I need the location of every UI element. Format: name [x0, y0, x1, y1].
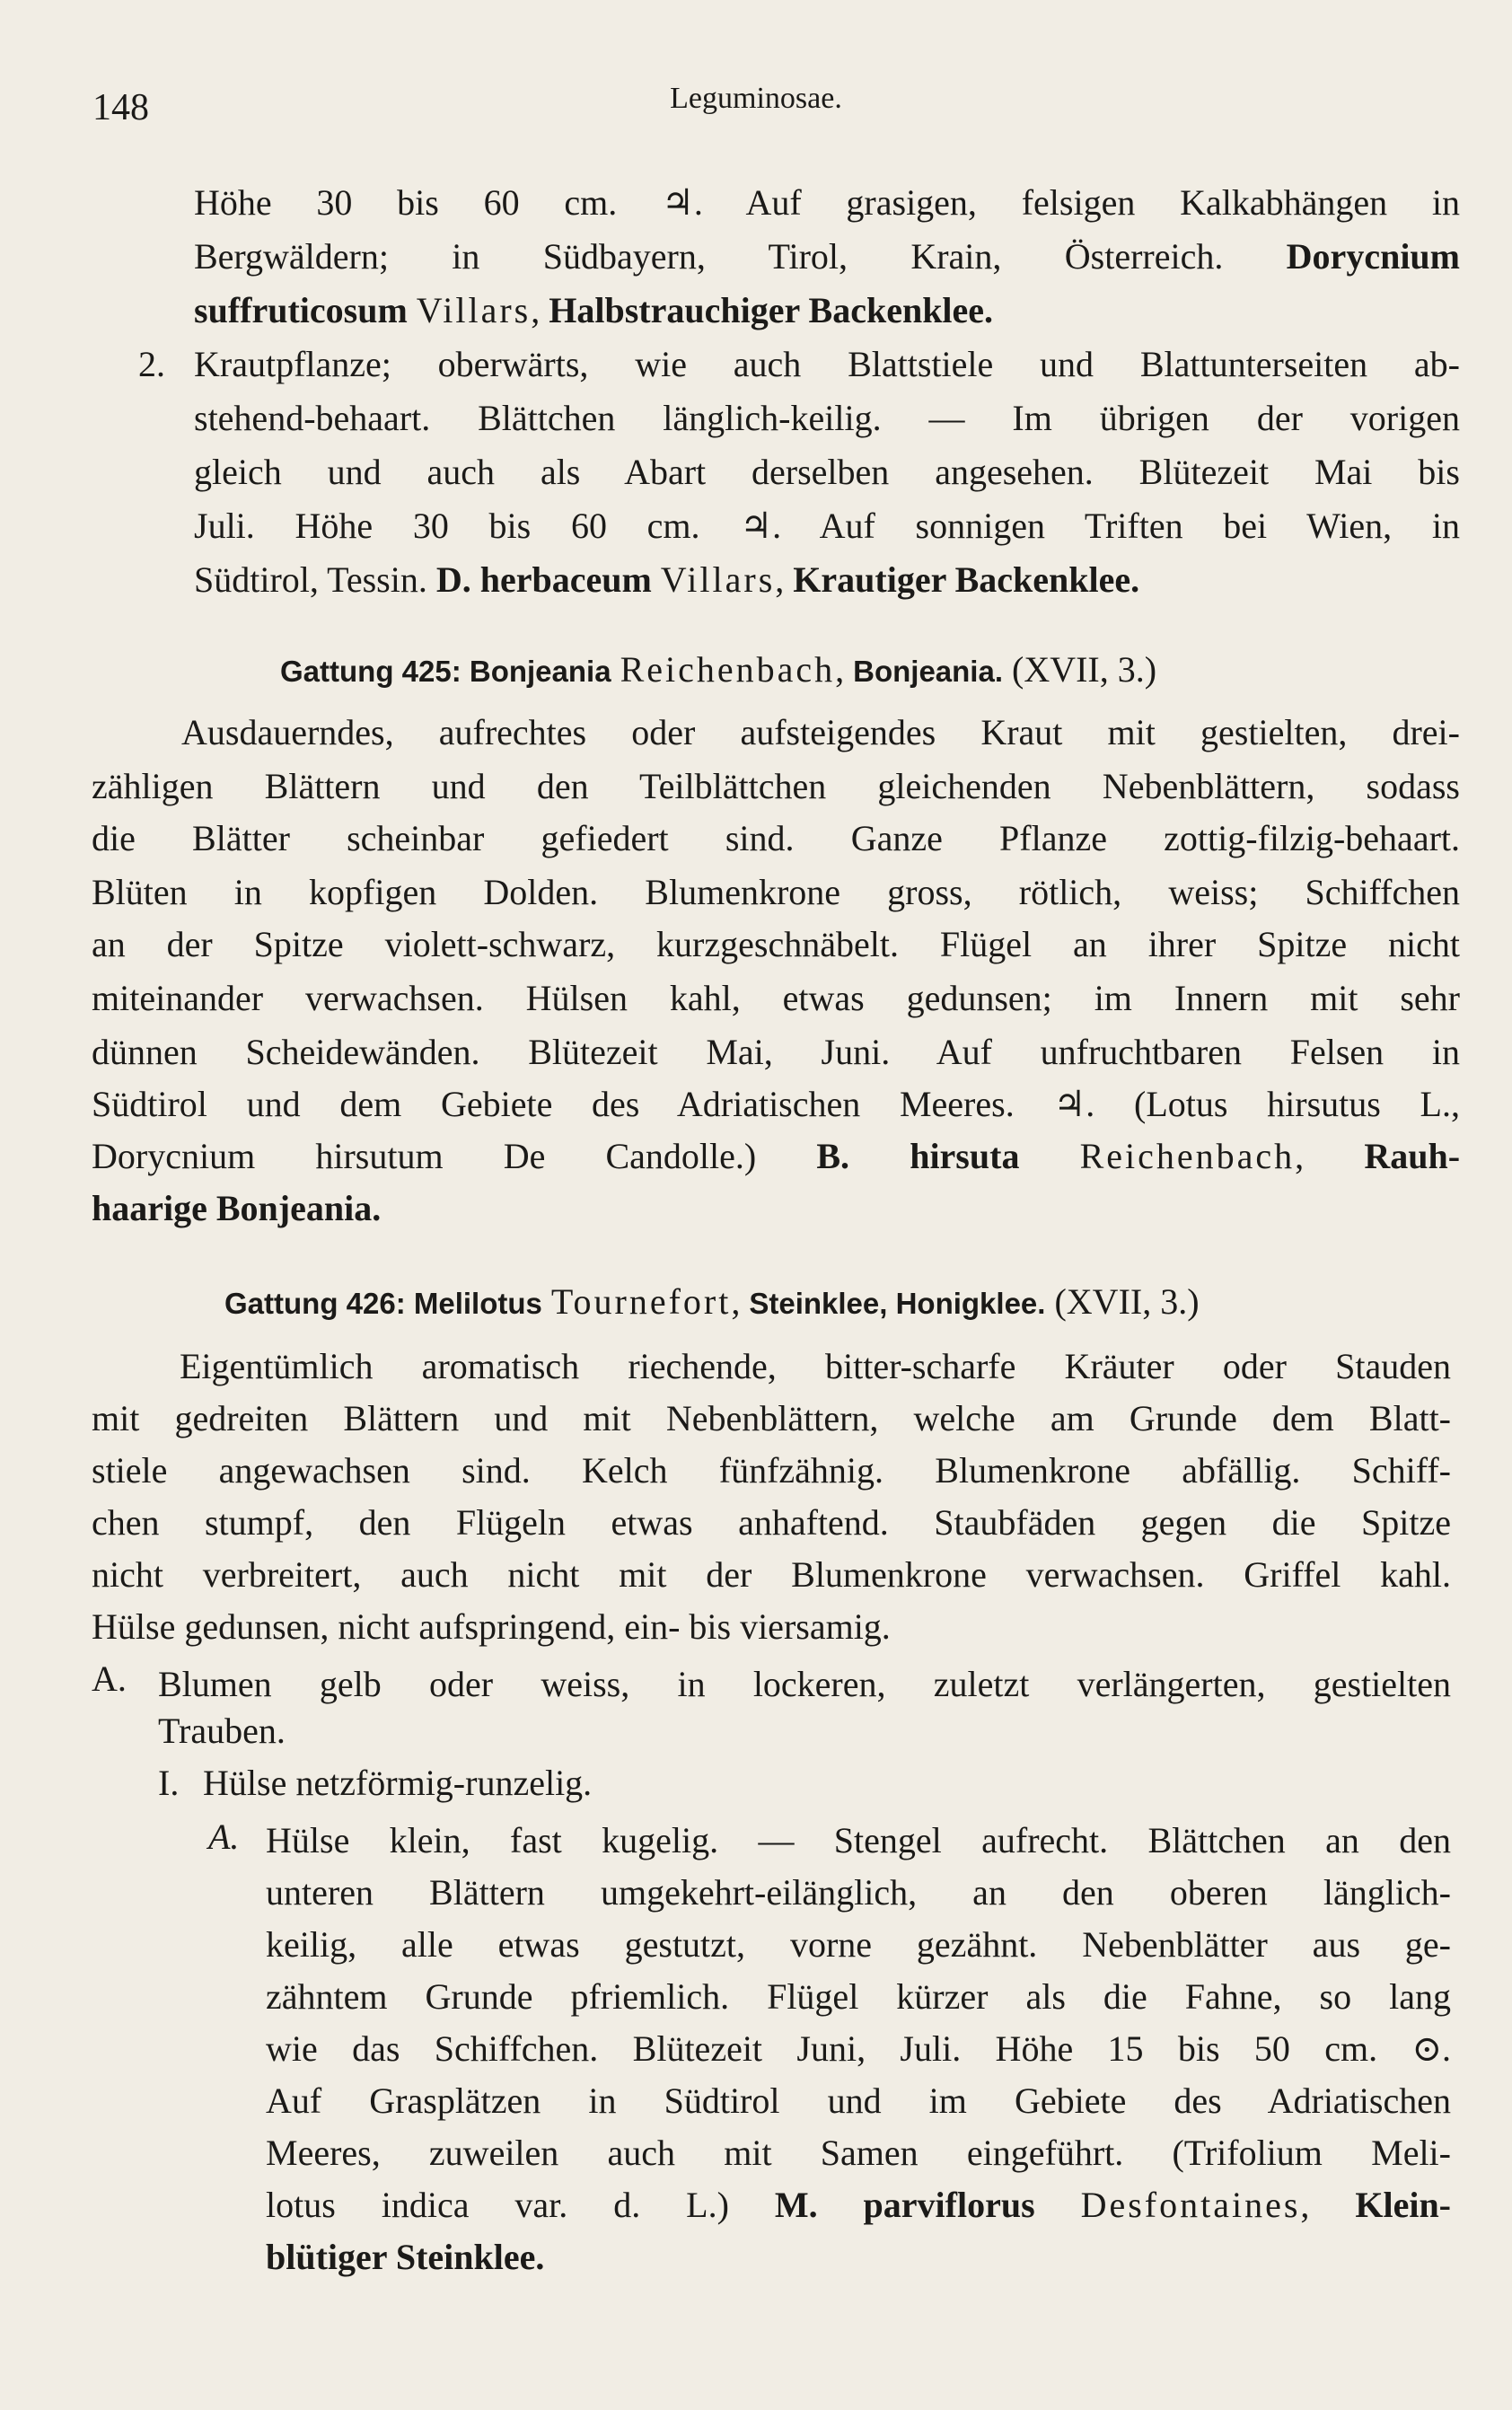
text-line: unteren Blättern umgekehrt-eilänglich, an den oberen länglich-	[266, 1872, 1451, 1913]
text-line: die Blätter scheinbar gefiedert sind. Ganze Pflanze zottig-filzig-behaart.	[92, 818, 1460, 858]
text-line: dünnen Scheidewänden. Blütezeit Mai, Juni. Auf unfruchtbaren Felsen in	[92, 1032, 1460, 1072]
text-line: an der Spitze violett-schwarz, kurzgeschnäbelt. Flügel an ihrer Spitze nicht	[92, 924, 1460, 964]
text-line: stehend-behaart. Blättchen länglich-keilig. — Im übrigen der vorigen	[194, 398, 1460, 438]
text-line: keilig, alle etwas gestutzt, vorne gezähnt. Nebenblätter aus ge-	[266, 1924, 1451, 1965]
text-line: miteinander verwachsen. Hülsen kahl, etwas gedunsen; im Innern mit sehr	[92, 978, 1460, 1018]
list-marker: I.	[158, 1763, 180, 1803]
text-line: Trauben.	[158, 1711, 286, 1751]
text-line: suffruticosum Villars, Halbstrauchiger Backenklee.	[194, 290, 994, 330]
text-line: Hülse klein, fast kugelig. — Stengel aufrecht. Blättchen an den	[266, 1820, 1451, 1860]
list-marker: A.	[92, 1658, 127, 1699]
text-line: blütiger Steinklee.	[266, 2237, 545, 2277]
text-line: Hülse netzförmig-runzelig.	[203, 1763, 593, 1803]
text-line: Südtirol und dem Gebiete des Adriatischen Meeres. ♃. (Lotus hirsutus L.,	[92, 1084, 1460, 1124]
text-line: gleich und auch als Abart derselben angesehen. Blütezeit Mai bis	[194, 452, 1460, 492]
list-marker: A.	[208, 1816, 240, 1857]
text-line: Blumen gelb oder weiss, in lockeren, zuletzt verlängerten, gestielten	[158, 1664, 1451, 1704]
text-line: nicht verbreitert, auch nicht mit der Blumenkrone verwachsen. Griffel kahl.	[92, 1554, 1451, 1595]
text-line: Eigentümlich aromatisch riechende, bitter-scharfe Kräuter oder Stauden	[180, 1346, 1451, 1386]
text-line: Hülse gedunsen, nicht aufspringend, ein- bis viersamig.	[92, 1606, 891, 1647]
text-line: Blüten in kopfigen Dolden. Blumenkrone gross, rötlich, weiss; Schiffchen	[92, 872, 1460, 912]
genus-heading: Gattung 425: Bonjeania Reichenbach, Bonjeania. (XVII, 3.)	[280, 649, 1157, 690]
running-title: Leguminosae.	[670, 82, 842, 115]
text-line: Ausdauerndes, aufrechtes oder aufsteigendes Kraut mit gestielten, drei-	[181, 712, 1460, 752]
text-line: haarige Bonjeania.	[92, 1188, 382, 1228]
genus-heading: Gattung 426: Melilotus Tournefort, Steinklee, Honigklee. (XVII, 3.)	[224, 1281, 1200, 1322]
text-line: Meeres, zuweilen auch mit Samen eingeführt. (Trifolium Meli-	[266, 2133, 1451, 2173]
text-line: Dorycnium hirsutum De Candolle.) B. hirsuta Reichenbach, Rauh-	[92, 1136, 1461, 1176]
list-marker: 2.	[138, 344, 165, 384]
text-line: Südtirol, Tessin. D. herbaceum Villars, Krautiger Backenklee.	[194, 559, 1140, 600]
text-line: lotus indica var. d. L.) M. parviflorus Desfontaines, Klein-	[266, 2185, 1452, 2225]
text-line: Krautpflanze; oberwärts, wie auch Blattstiele und Blattunterseiten ab-	[194, 344, 1460, 384]
text-line: zähligen Blättern und den Teilblättchen gleichenden Nebenblättern, sodass	[92, 766, 1460, 806]
text-line: mit gedreiten Blättern und mit Nebenblättern, welche am Grunde dem Blatt-	[92, 1398, 1451, 1438]
text-line: Juli. Höhe 30 bis 60 cm. ♃. Auf sonnigen Triften bei Wien, in	[194, 506, 1460, 546]
text-line: zähntem Grunde pfriemlich. Flügel kürzer als die Fahne, so lang	[266, 1976, 1451, 2017]
text-line: wie das Schiffchen. Blütezeit Juni, Juli. Höhe 15 bis 50 cm. ⊙.	[266, 2028, 1451, 2069]
text-line: chen stumpf, den Flügeln etwas anhaftend. Staubfäden gegen die Spitze	[92, 1502, 1451, 1543]
text-line: stiele angewachsen sind. Kelch fünfzähnig. Blumenkrone abfällig. Schiff-	[92, 1450, 1451, 1491]
text-line: Höhe 30 bis 60 cm. ♃. Auf grasigen, felsigen Kalkabhängen in	[194, 182, 1460, 223]
text-line: Auf Grasplätzen in Südtirol und im Gebiete des Adriatischen	[266, 2080, 1451, 2121]
text-line: Bergwäldern; in Südbayern, Tirol, Krain, Österreich. Dorycnium	[194, 236, 1460, 277]
page-number: 148	[92, 87, 149, 128]
